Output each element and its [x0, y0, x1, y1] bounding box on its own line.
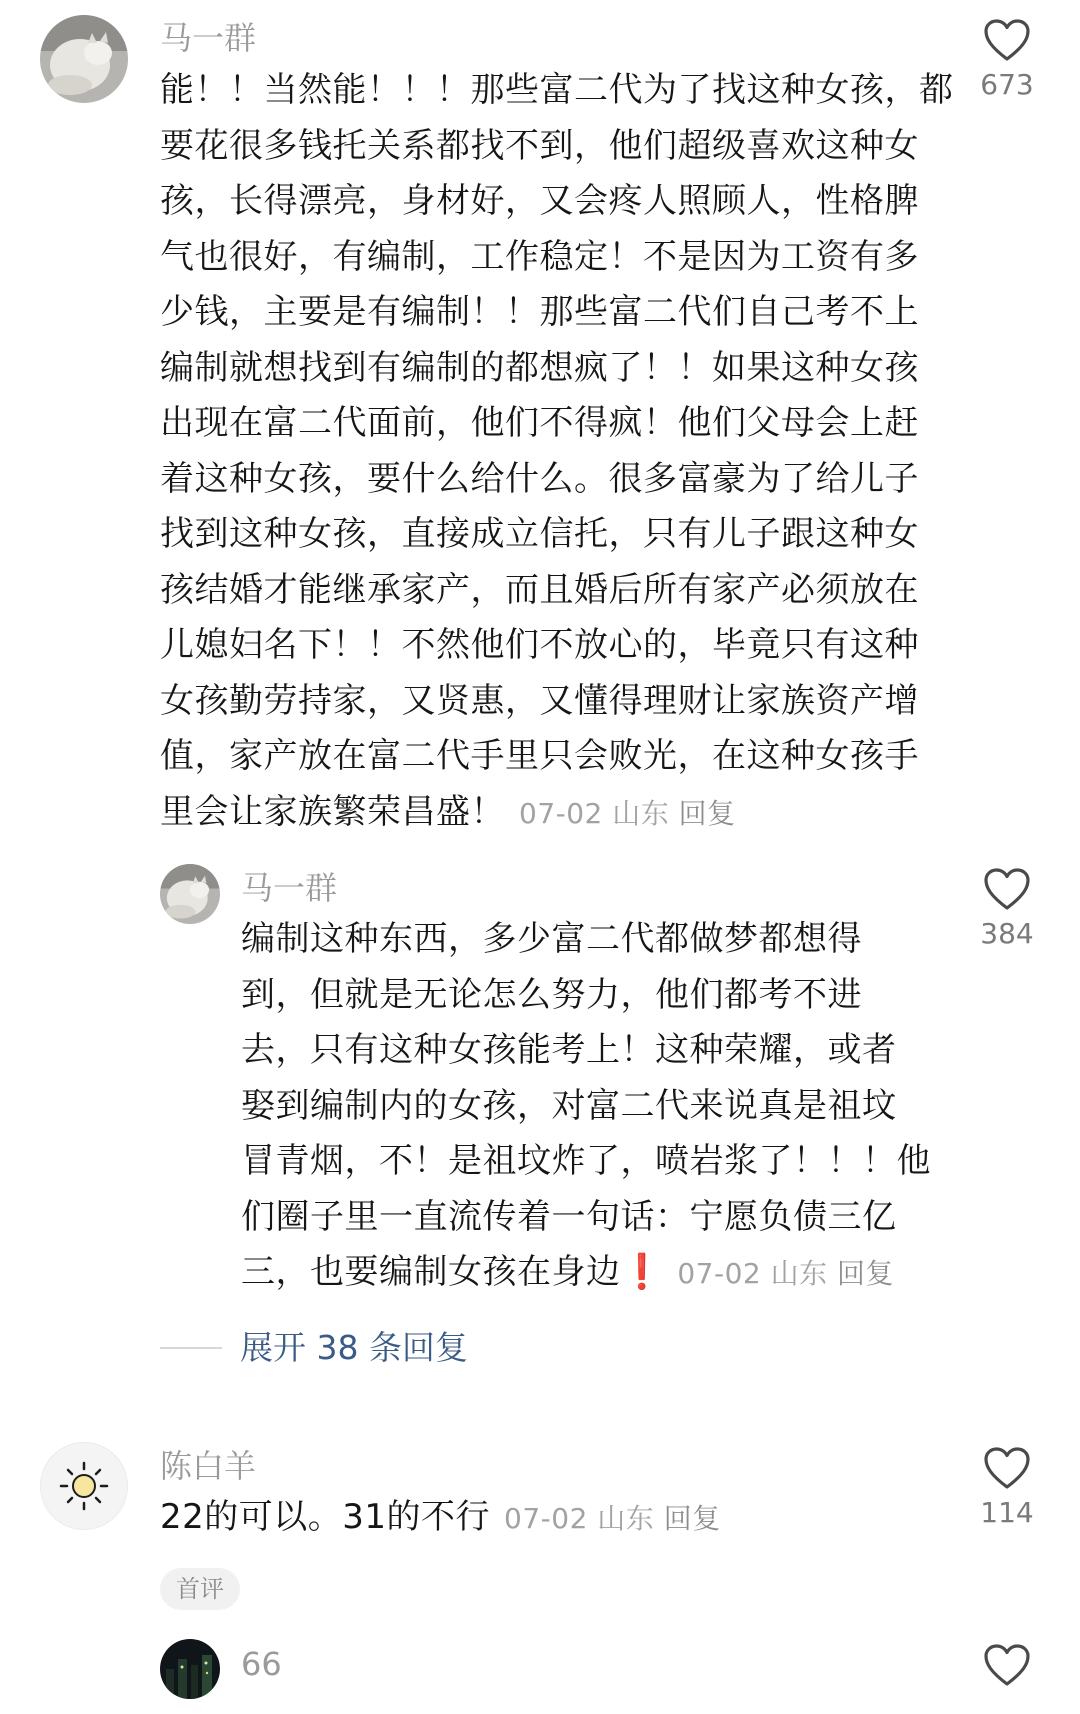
comment-line-text: 孩结婚才能继承家产，而且婚后所有家产必须放在	[160, 569, 919, 610]
username[interactable]: 马一群	[160, 19, 257, 57]
comment-line-text: 气也很好，有编制，工作稳定！不是因为工资有多	[160, 236, 919, 277]
comment-meta	[519, 797, 736, 830]
like-count: 384	[980, 917, 1034, 950]
comment-line	[160, 507, 960, 563]
avatar-user-4[interactable]	[160, 1639, 220, 1699]
like-button[interactable]	[952, 867, 1062, 951]
comment-line-text: 编制这种东西，多少富二代都做梦都想得	[241, 919, 862, 959]
expand-replies[interactable]	[160, 1328, 468, 1368]
comment-line	[160, 729, 960, 785]
comment-line-text: 娶到编制内的女孩，对富二代来说真是祖坟	[241, 1085, 897, 1126]
comment-line-text: 孩，长得漂亮，身材好，又会疼人照顾人，性格脾	[160, 181, 919, 221]
city-night-photo-icon	[160, 1639, 220, 1699]
comment-line	[241, 1134, 941, 1190]
comment-line	[160, 230, 960, 286]
comment-line-text: 到，但就是无论怎么努力，他们都考不进	[241, 974, 862, 1015]
sun-icon	[41, 1443, 127, 1529]
comment-line-text: 22的可以。31的不行	[160, 1497, 491, 1537]
heart-outline-icon	[983, 867, 1031, 911]
reply-button[interactable]: 回复	[663, 1502, 721, 1535]
expand-replies-label[interactable]: 展开 38 条回复	[240, 1328, 468, 1367]
comment-line	[160, 785, 960, 842]
comment-line-text: 出现在富二代面前，他们不得疯！他们父母会上赶	[160, 403, 919, 443]
heart-outline-icon	[983, 18, 1031, 62]
comment-line	[241, 912, 941, 968]
comment-text	[160, 63, 960, 841]
like-button[interactable]	[952, 1643, 1062, 1687]
comment-line-text: 三，也要编制女孩在身边	[241, 1252, 621, 1292]
comment-line-text: 里会让家族繁荣昌盛！	[160, 791, 505, 832]
comment-line	[160, 452, 960, 508]
comment-line	[160, 618, 960, 674]
reply-button[interactable]: 回复	[678, 796, 736, 830]
comment-line-text: 编制就想找到有编制的都想疯了！！如果这种女孩	[160, 347, 919, 388]
comment-text	[160, 1490, 920, 1547]
comment-line	[241, 1079, 941, 1135]
comment-meta	[677, 1257, 894, 1290]
timestamp-location: 07-02 山东	[504, 1502, 664, 1535]
timestamp-location: 07-02 山东	[519, 796, 679, 830]
comment-line	[160, 563, 960, 619]
comment-line-text: 能！！当然能！！！那些富二代为了找这种女孩，都	[160, 70, 954, 110]
heart-outline-icon	[983, 1643, 1031, 1687]
like-count: 673	[980, 68, 1034, 101]
avatar-user-2[interactable]	[160, 864, 220, 924]
username[interactable]: 66	[241, 1645, 282, 1683]
comment-line	[160, 1490, 920, 1547]
username[interactable]: 陈白羊	[160, 1447, 257, 1485]
comment-line-text: 们圈子里一直流传着一句话：宁愿负债三亿	[241, 1196, 897, 1237]
comment-line	[241, 1190, 941, 1246]
comment-line-text: 冒青烟，不！是祖坟炸了，喷岩浆了！！！他	[241, 1141, 931, 1181]
comment-line	[160, 396, 960, 452]
avatar-user-1[interactable]	[40, 15, 128, 103]
comment-line	[241, 968, 941, 1024]
comment-line-text: 去，只有这种女孩能考上！这种荣耀，或者	[241, 1030, 897, 1070]
like-button[interactable]	[952, 18, 1062, 102]
heart-outline-icon	[983, 1446, 1031, 1490]
comment-line	[160, 285, 960, 341]
comment-line	[160, 63, 960, 119]
comment-line	[241, 1023, 941, 1079]
comment-meta	[504, 1502, 721, 1535]
comment-line-text: 着这种女孩，要什么给什么。很多富豪为了给儿子	[160, 458, 919, 499]
avatar-user-3[interactable]	[40, 1442, 128, 1530]
comment-line-text: 要花很多钱托关系都找不到，他们超级喜欢这种女	[160, 125, 919, 166]
divider-line	[160, 1347, 222, 1349]
comment-line-text: 值，家产放在富二代手里只会败光，在这种女孩手	[160, 736, 919, 776]
timestamp-location: 07-02 山东	[677, 1257, 838, 1290]
comment-line	[160, 674, 960, 730]
comment-line-text: 儿媳妇名下！！不然他们不放心的，毕竟只有这种	[160, 625, 919, 665]
exclamation-icon: ❗	[620, 1252, 664, 1292]
like-count: 114	[980, 1496, 1034, 1529]
comment-line-text: 少钱，主要是有编制！！那些富二代们自己考不上	[160, 292, 919, 332]
comment-line	[160, 341, 960, 397]
cat-photo-icon	[160, 864, 220, 924]
like-button[interactable]	[952, 1446, 1062, 1530]
comment-line	[160, 174, 960, 230]
comment-line-text: 女孩勤劳持家，又贤惠，又懂得理财让家族资产增	[160, 680, 919, 721]
comment-line	[160, 119, 960, 175]
comment-line-text: 找到这种女孩，直接成立信托，只有儿子跟这种女	[160, 514, 919, 554]
cat-photo-icon	[40, 15, 128, 103]
first-comment-badge: 首评	[160, 1568, 240, 1610]
comment-text	[241, 912, 941, 1302]
username[interactable]: 马一群	[241, 869, 338, 907]
comment-line	[241, 1245, 941, 1302]
reply-button[interactable]: 回复	[837, 1257, 895, 1290]
